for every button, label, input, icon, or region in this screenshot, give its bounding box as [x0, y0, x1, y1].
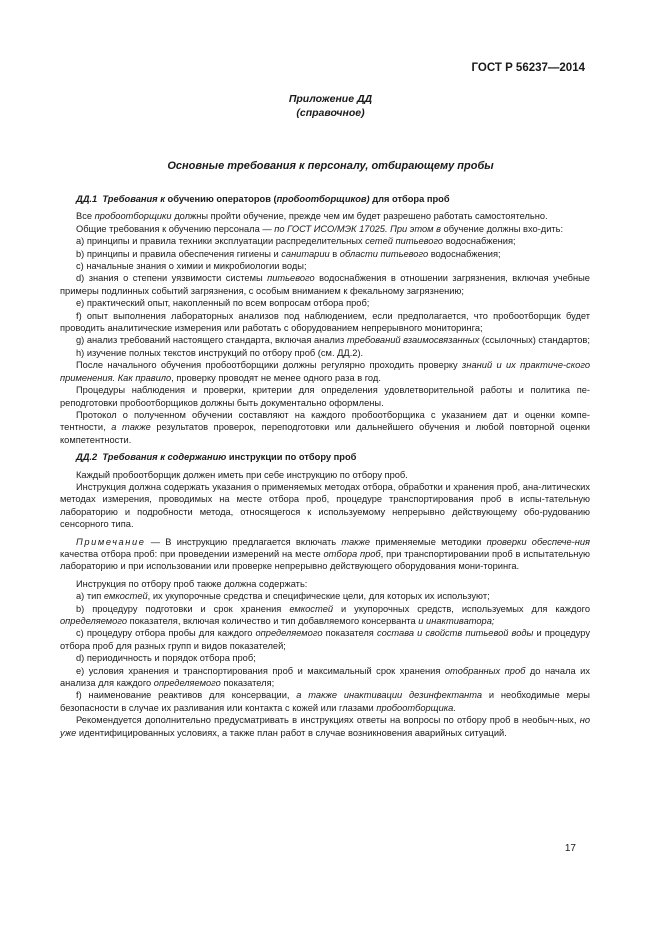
section-heading-dd1: ДД.1 Требования к обучению операторов (пробоотборщиков) для отбора проб [76, 194, 450, 204]
list-item: a) принципы и правила техники эксплуатации распределительных сетей питьевого водоснабжения; [76, 236, 516, 247]
list-item: g) анализ требований настоящего стандарта, включая анализ требований взаимосвязанных (ссылочных) стандартов; [76, 335, 590, 346]
list-item: a) тип емкостей, их укупорочные средства и специфические цели, для которых их используют; [76, 591, 490, 602]
paragraph: Все пробоотборщики должны пройти обучение, прежде чем им будет разрешено работать самостоятельно. [76, 211, 548, 222]
appendix-title: Приложение ДД [288, 93, 373, 105]
paragraph: Инструкция должна содержать указания о применяемых методах отбора, обработки и хранения проб, ана-литических методах измерения, проводимых на месте отбора проб, процедуре транспортирования проб в испы-тательную лабораторию и подробности метода, относящегося к используемому непрерывно действующему обо-рудованию сенсорного типа. [60, 481, 590, 530]
list-item: b) процедуру подготовки и срок хранения емкостей и укупорочных средств, используемых для каждого определяемого показателя, включая количество и тип добавляемого консерванта и инактиватора; [60, 603, 590, 626]
list-item: f) опыт выполнения лабораторных анализов под наблюдением, если предполагается, что пробоотборщик будет проводить аналитические измерения или работать с оборудованием непрерывного мониторинга; [60, 310, 590, 334]
paragraph: Рекомендуется дополнительно предусматривать в инструкциях ответы на вопросы по отбору проб в необыч-ных, но уже идентифицированных условиях, а также план работ в случае возникновения аварийных ситуаций. [60, 715, 590, 738]
main-title: Основные требования к персоналу, отбирающему пробы [167, 160, 494, 172]
page-number: 17 [564, 843, 576, 854]
list-item: e) практический опыт, накопленный по всем вопросам отбора проб; [76, 298, 370, 309]
note: Примечание — В инструкцию предлагается включать также применяемые методики проверки обеспече-ния качества отбора проб: при проведении измерений на месте отбора проб, при транспортировании проб в испытательную лабораторию и при использовании или проверке непрерывно действующего оборудования мони-торинга. [60, 536, 590, 572]
list-item: f) наименование реактивов для консервации, а также инактивации дезинфектанта и необходимые меры безопасности в случае их разливания или контакта с кожей или глазами пробоотборщика. [60, 690, 590, 713]
paragraph: Процедуры наблюдения и проверки, критерии для определения удовлетворительной работы и политика пе-реподготовки пробоотборщиков должны быть документально оформлены. [60, 385, 590, 408]
list-item: e) условия хранения и транспортирования проб и максимальный срок хранения отобранных проб до начала их анализа для каждого определяемого показателя; [60, 665, 590, 689]
list-item: h) изучение полных текстов инструкций по отбору проб (см. ДД.2). [76, 347, 364, 358]
list-item: b) принципы и правила обеспечения гигиены и санитарии в области питьевого водоснабжения; [76, 248, 501, 259]
paragraph: Протокол о полученном обучении составляют на каждого пробоотборщика с указанием дат и оценки компе-тентности, а также результатов проверок, переподготовки или дальнейшего обучения и любой повторной оценки компетентности. [60, 409, 590, 445]
body-text [60, 193, 590, 739]
list-item: c) начальные знания о химии и микробиологии воды; [76, 261, 307, 272]
list-item: d) периодичность и порядок отбора проб; [76, 653, 256, 664]
standard-number: ГОСТ Р 56237—2014 [471, 62, 585, 74]
paragraph: Инструкция по отбору проб также должна содержать: [76, 578, 308, 589]
appendix-subtitle: (справочное) [296, 107, 365, 119]
paragraph: Каждый пробоотборщик должен иметь при себе инструкцию по отбору проб. [76, 469, 408, 480]
list-item: c) процедуру отбора пробы для каждого определяемого показателя состава и свойств питьевой воды и процедуру отбора проб для разных групп и видов показателей; [60, 628, 590, 651]
paragraph: После начального обучения пробоотборщики должны регулярно проходить проверку знаний и их практиче-ского применения. Как правило, проверку проводят не менее одного раза в год. [60, 360, 590, 383]
paragraph: Общие требования к обучению персонала — по ГОСТ ИСО/МЭК 17025. При этом в обучение должны вхо-дить: [76, 223, 564, 234]
section-heading-dd2: ДД.2 Требования к содержанию инструкции по отбору проб [76, 452, 357, 463]
list-item: d) знания о степени уязвимости системы питьевого водоснабжения в отношении загрязнения, включая учебные примеры подлинных событий загрязнения, с особым вниманием к фекальному загрязнению; [60, 273, 590, 296]
